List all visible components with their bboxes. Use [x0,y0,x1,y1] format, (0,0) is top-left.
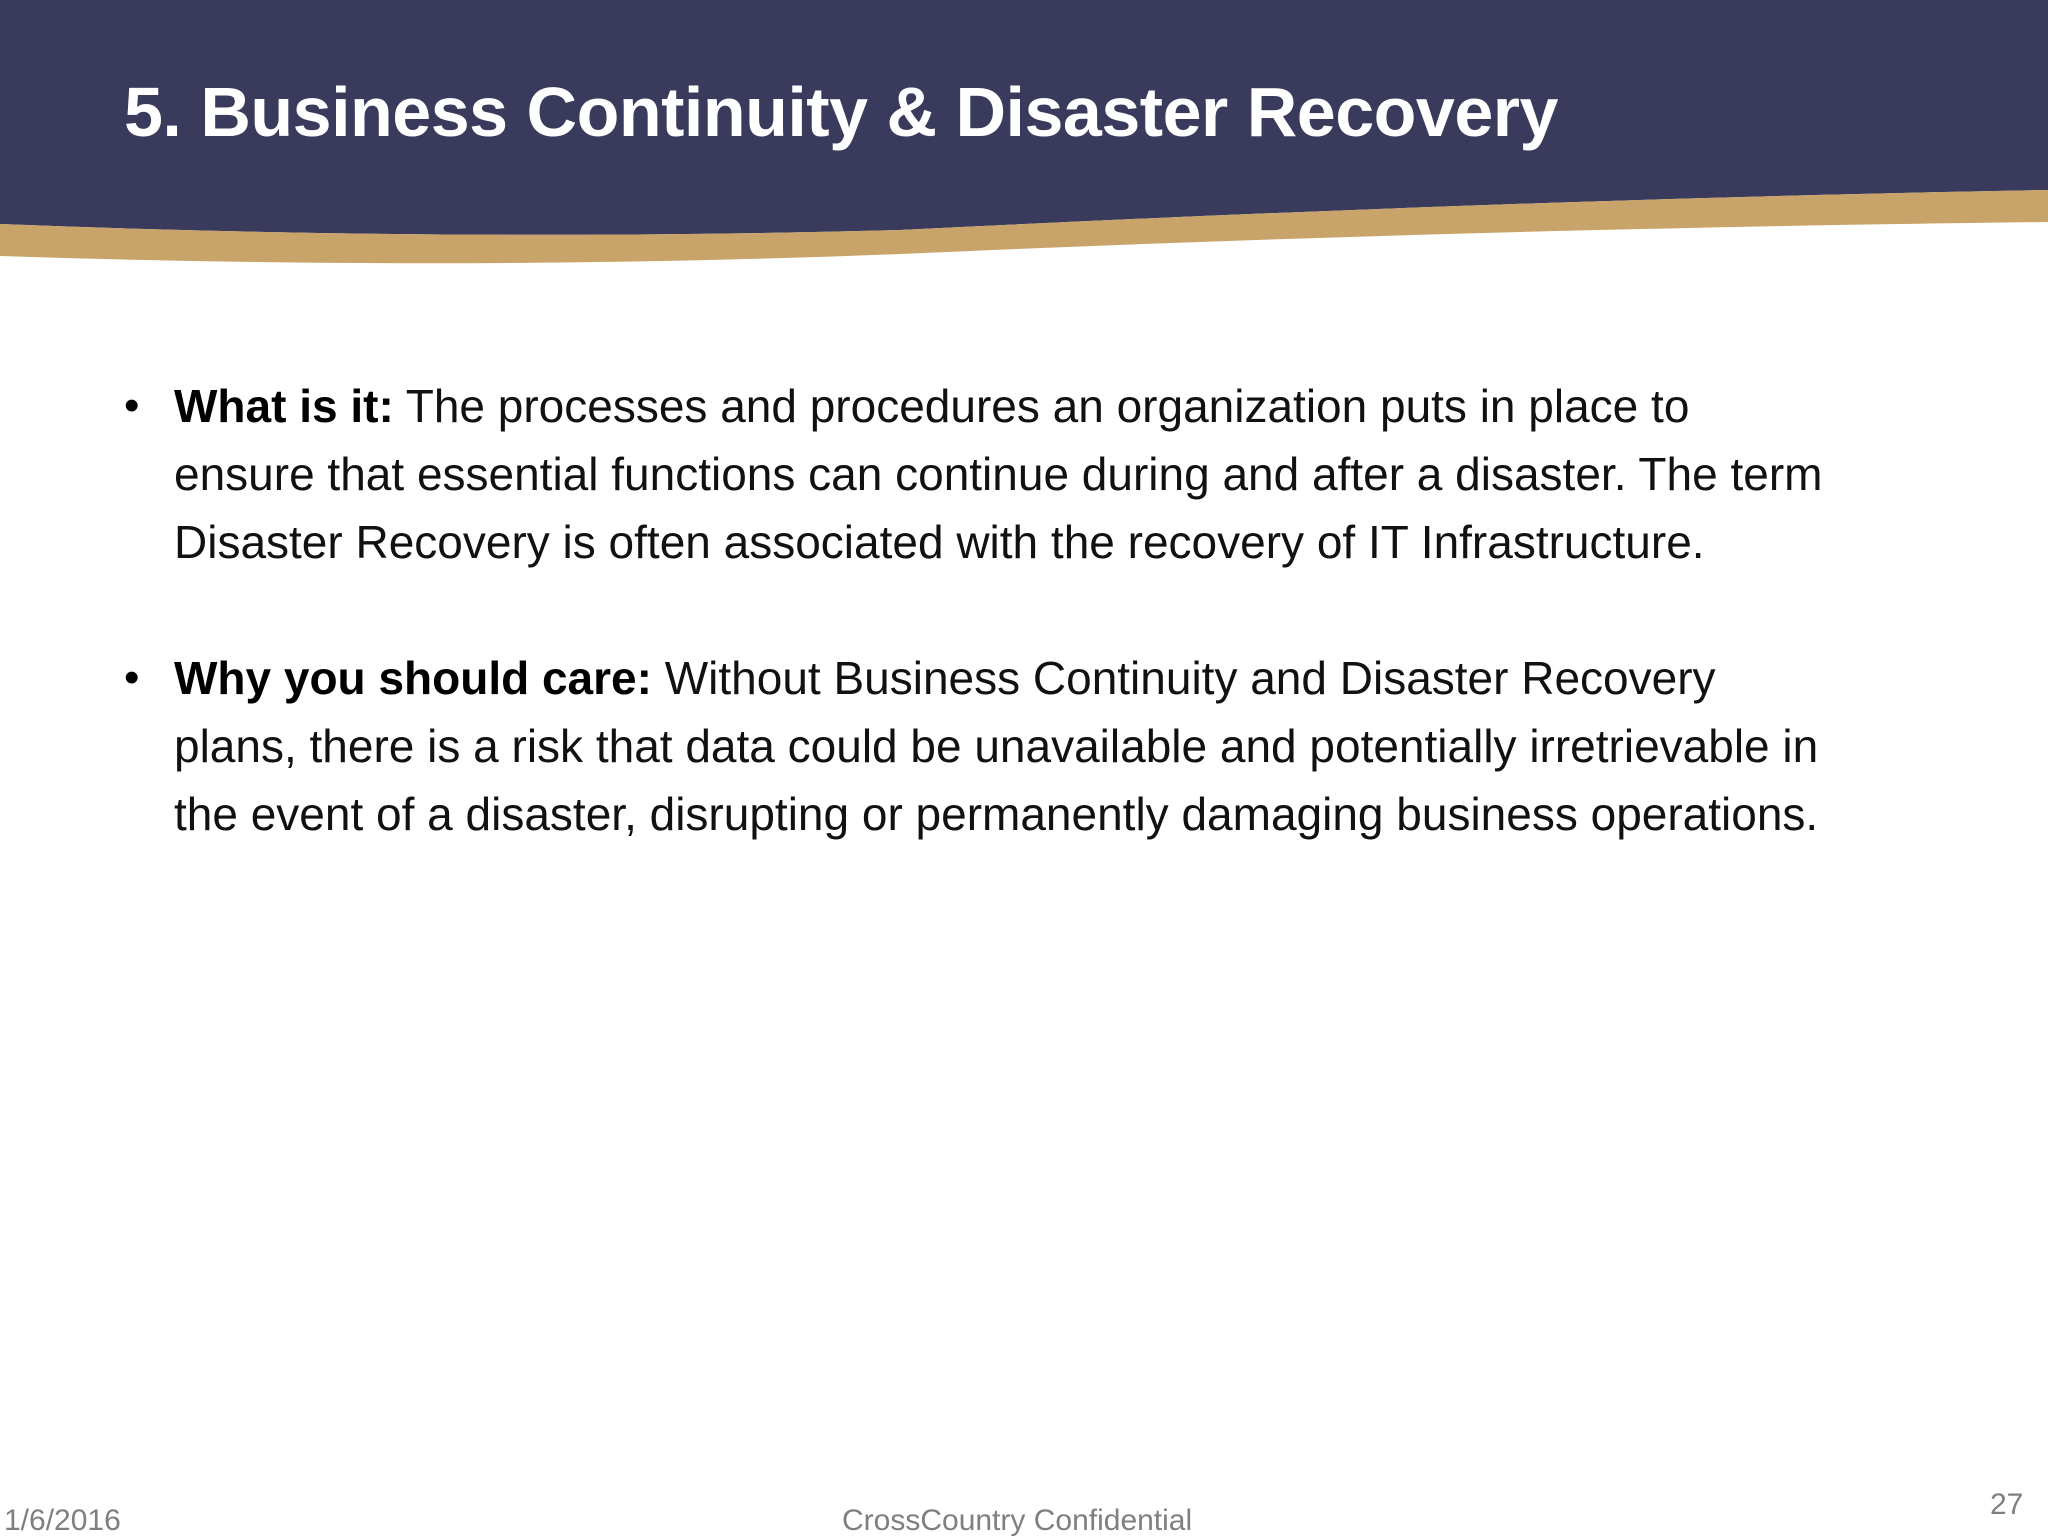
bullet-label: What is it: [174,380,394,432]
bullet-label: Why you should care: [174,652,652,704]
bullet-point-icon: • [124,653,140,702]
bullet-body: The processes and procedures an organization puts in place to ensure that essential functions can continue during and after a disaster. The term Disaster Recovery is often associated with the recovery of IT Infrastructure. [174,380,1823,568]
bullet-what-is-it [124,372,1824,576]
bullet-body: Without Business Continuity and Disaster Recovery plans, there is a risk that data could be unavailable and potentially irretrievable in the event of a disaster, disrupting or permanently damaging business operations. [174,652,1819,840]
footer-date: 1/6/2016 [4,1504,121,1536]
slide-title: 5. Business Continuity & Disaster Recovery [124,73,1558,151]
bullet-why-care [124,644,1824,848]
bullet-text [174,644,1824,848]
bullet-point-icon: • [124,381,140,430]
footer-confidential-label: CrossCountry Confidential [842,1504,1193,1536]
slide-body [124,372,1824,916]
slide-page-number: 27 [1990,1488,2024,1521]
bullet-text [174,372,1824,576]
slide-header [0,0,2048,280]
